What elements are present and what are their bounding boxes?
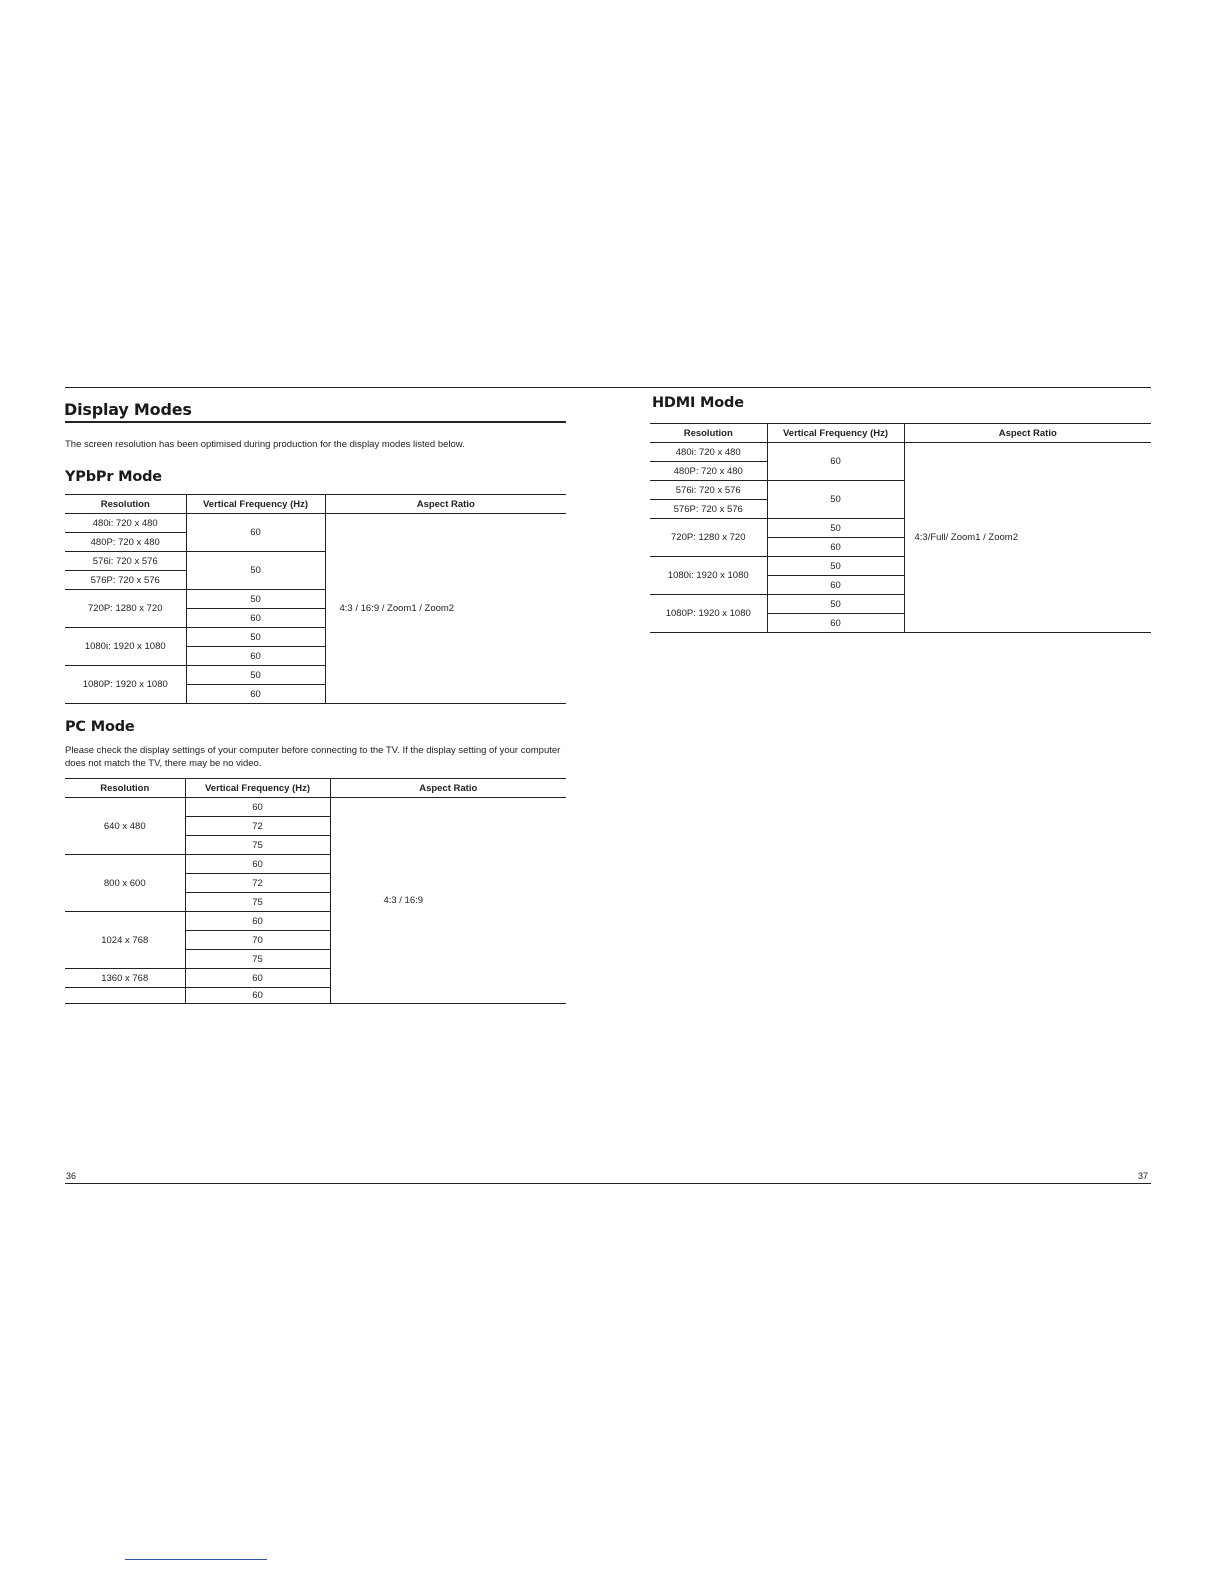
table-row <box>650 443 1151 462</box>
col-header-aspect: Aspect Ratio <box>904 424 1151 443</box>
cell-resolution: 576i: 720 x 576 <box>65 552 186 571</box>
cell-resolution: 1080P: 1920 x 1080 <box>65 666 186 704</box>
cell-frequency: 60 <box>185 988 330 1004</box>
cell-resolution: 576i: 720 x 576 <box>650 481 767 500</box>
hdmi-title: HDMI Mode <box>652 395 744 411</box>
col-header-resolution: Resolution <box>650 424 767 443</box>
col-header-resolution: Resolution <box>65 779 185 798</box>
cell-frequency: 50 <box>767 519 904 538</box>
cell-frequency: 60 <box>185 969 330 988</box>
cell-frequency: 60 <box>186 609 325 628</box>
col-header-frequency: Vertical Frequency (Hz) <box>767 424 904 443</box>
cell-frequency: 70 <box>185 931 330 950</box>
col-header-frequency: Vertical Frequency (Hz) <box>186 495 325 514</box>
cell-resolution: 576P: 720 x 576 <box>650 500 767 519</box>
cell-aspect-ratio: 4:3/Full/ Zoom1 / Zoom2 <box>904 443 1151 633</box>
cell-frequency: 60 <box>767 614 904 633</box>
top-rule <box>65 387 1151 388</box>
table-header-row <box>65 779 566 798</box>
cell-resolution: 480P: 720 x 480 <box>650 462 767 481</box>
cell-resolution: 576P: 720 x 576 <box>65 571 186 590</box>
cell-resolution: 720P: 1280 x 720 <box>650 519 767 557</box>
cell-aspect-ratio: 4:3 / 16:9 <box>330 798 566 1004</box>
ypbpr-table <box>65 494 566 704</box>
cell-frequency: 50 <box>767 481 904 519</box>
cell-frequency: 60 <box>185 855 330 874</box>
cell-frequency: 75 <box>185 950 330 969</box>
cell-resolution: 1080P: 1920 x 1080 <box>650 595 767 633</box>
pc-table <box>65 778 566 1004</box>
page-number-left: 36 <box>66 1171 77 1181</box>
col-header-resolution: Resolution <box>65 495 186 514</box>
cell-frequency: 60 <box>186 647 325 666</box>
pc-intro-text: Please check the display settings of your computer before connecting to the TV. If the display setting of your computer does not match the TV, there may be no video. <box>65 745 561 769</box>
table-header-row <box>65 495 566 514</box>
cell-frequency: 60 <box>186 514 325 552</box>
cell-frequency: 60 <box>186 685 325 704</box>
table-row <box>65 514 566 533</box>
cell-resolution: 1360 x 768 <box>65 969 185 988</box>
cell-resolution: 800 x 600 <box>65 855 185 912</box>
cell-resolution: 640 x 480 <box>65 798 185 855</box>
cell-resolution: 480i: 720 x 480 <box>65 514 186 533</box>
cell-resolution <box>65 988 185 1004</box>
hdmi-table <box>650 423 1151 633</box>
cell-frequency: 72 <box>185 817 330 836</box>
cell-frequency: 75 <box>185 893 330 912</box>
table-row <box>65 798 566 817</box>
page-title: Display Modes <box>64 400 192 419</box>
intro-text: The screen resolution has been optimised during production for the display modes listed below. <box>65 439 465 450</box>
cell-frequency: 50 <box>767 595 904 614</box>
pc-title: PC Mode <box>65 719 135 735</box>
page-number-right: 37 <box>1138 1171 1149 1181</box>
cell-frequency: 60 <box>185 912 330 931</box>
cell-frequency: 50 <box>186 590 325 609</box>
cell-frequency: 50 <box>186 552 325 590</box>
cell-resolution: 480i: 720 x 480 <box>650 443 767 462</box>
col-header-aspect: Aspect Ratio <box>330 779 566 798</box>
cell-resolution: 1080i: 1920 x 1080 <box>65 628 186 666</box>
cell-resolution: 1024 x 768 <box>65 912 185 969</box>
cell-frequency: 60 <box>767 538 904 557</box>
ypbpr-title: YPbPr Mode <box>65 469 162 485</box>
col-header-frequency: Vertical Frequency (Hz) <box>185 779 330 798</box>
cell-frequency: 60 <box>185 798 330 817</box>
cell-resolution: 1080i: 1920 x 1080 <box>650 557 767 595</box>
title-underline <box>65 421 566 423</box>
table-header-row <box>650 424 1151 443</box>
cell-aspect-ratio: 4:3 / 16:9 / Zoom1 / Zoom2 <box>325 514 566 704</box>
cell-resolution: 720P: 1280 x 720 <box>65 590 186 628</box>
cell-frequency: 75 <box>185 836 330 855</box>
cell-frequency: 60 <box>767 576 904 595</box>
cell-resolution: 480P: 720 x 480 <box>65 533 186 552</box>
cell-frequency: 50 <box>186 628 325 647</box>
cell-frequency: 72 <box>185 874 330 893</box>
bottom-link-line <box>125 1559 267 1560</box>
col-header-aspect: Aspect Ratio <box>325 495 566 514</box>
bottom-rule <box>65 1183 1151 1184</box>
cell-frequency: 50 <box>186 666 325 685</box>
cell-frequency: 60 <box>767 443 904 481</box>
cell-frequency: 50 <box>767 557 904 576</box>
